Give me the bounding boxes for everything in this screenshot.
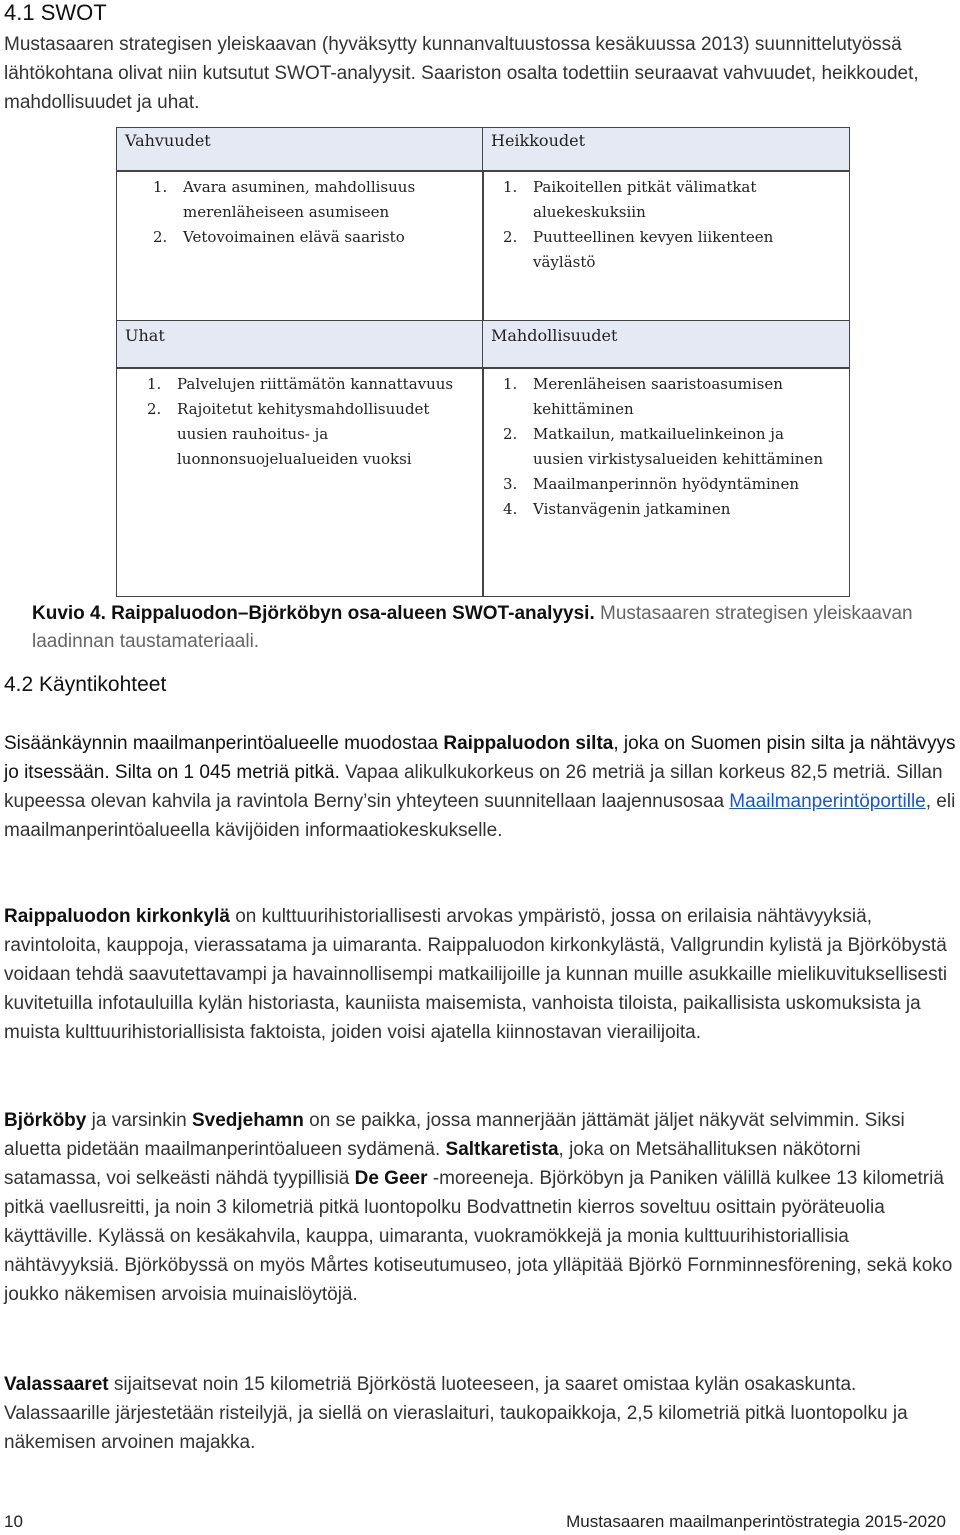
list-item: 2. Rajoitetut kehitysmahdollisuudet uusien rauhoitus- ja luonnonsuojelualueiden vuoksi bbox=[147, 400, 430, 468]
swot-body-strengths bbox=[116, 170, 484, 322]
footer-title: Mustasaaren maailmanperintöstrategia 2015-2020 bbox=[566, 1512, 946, 1531]
list-item: 2. Puutteellinen kevyen liikenteen väylästö bbox=[503, 228, 774, 271]
threats-label: Uhat bbox=[125, 326, 165, 345]
swot-body-opportunities bbox=[482, 367, 850, 597]
list-item: 4. Vistanvägenin jatkaminen bbox=[503, 500, 731, 518]
caption-rest: Mustasaaren strategisen yleiskaavan laadinnan taustamateriaali. bbox=[32, 603, 913, 652]
paragraph-church-village: Raippaluodon kirkonkylä on kulttuurihistoriallisesti arvokas ympäristö, jossa on erilaisia nähtävyyksiä, ravintoloita, kauppoja, vierassatama ja uimaranta. Raippaluodon kirkonkylästä, Vallgrundin kylistä ja Björköbystä voidaan tehdä saavutettavampi ja havainnollisempi matkailijoille ja kunnan muille asukkaille mielikuvituksellisesti kuvitetuilla infotauluilla kylän historiasta, kauniista maisemista, vanhoista tiloista, paikallisista uskomuksista ja muista kulttuurihistoriallisista faktoista, joiden voisi ajatella kiinnostavan vierailijoita. bbox=[4, 906, 948, 1043]
list-item: 1. Avara asuminen, mahdollisuus merenläheiseen asumiseen bbox=[153, 178, 416, 221]
section-title-kayntikohteet: 4.2 Käyntikohteet bbox=[4, 673, 167, 696]
swot-header-strengths bbox=[116, 127, 484, 172]
section-title-swot: 4.1 SWOT bbox=[4, 0, 107, 25]
paragraph-bjorkoby: Björköby ja varsinkin Svedjehamn on se paikka, jossa mannerjään jättämät jäljet näkyvät selvimmin. Siksi aluetta pidetään maailmanperintöalueen sydämenä. Saltkaretista, joka on Metsähallituksen näkötorni satamassa, voi selkeästi nähdä tyypillisiä De Geer -moreeneja. Björköbyn ja Paniken välillä kulkee 13 kilometriä pitkä vaellusreitti, ja noin 3 kilometriä pitkä luontopolku Bodvattnetin kierros soveltuu osittain pyöräteuolia käyttäville. Kylässä on kesäkahvila, kauppa, uimaranta, vuokramökkejä ja monia kulttuurihistoriallisia nähtävyyksiä. Björköbyssä on myös Mårtes kotiseutumuseo, jota ylläpitää Björkö Fornminnesförening, sekä koko joukko näkemisen arvoisia muinaislöytöjä. bbox=[4, 1110, 953, 1305]
list-item: 3. Maailmanperinnön hyödyntäminen bbox=[503, 475, 799, 493]
list-item: 1. Paikoitellen pitkät välimatkat aluekeskuksiin bbox=[503, 178, 757, 221]
opportunities-list bbox=[497, 372, 837, 522]
swot-body-threats bbox=[116, 367, 484, 597]
threats-list bbox=[141, 372, 477, 472]
page-number: 10 bbox=[4, 1512, 23, 1531]
swot-header-weaknesses bbox=[482, 127, 850, 172]
weaknesses-list bbox=[497, 175, 837, 275]
swot-header-opportunities bbox=[482, 320, 850, 369]
opportunities-label: Mahdollisuudet bbox=[491, 326, 618, 345]
swot-body-weaknesses bbox=[482, 170, 850, 322]
swot-header-threats bbox=[116, 320, 484, 369]
swot-table bbox=[116, 127, 850, 597]
list-item: 2. Vetovoimainen elävä saaristo bbox=[153, 228, 405, 246]
swot-intro-paragraph: Mustasaaren strategisen yleiskaavan (hyväksytty kunnanvaltuustossa kesäkuussa 2013) suunnittelutyössä lähtökohtana olivat niin kutsutut SWOT-analyysit. Saariston osalta todettiin seuraavat vahvuudet, heikkoudet, mahdollisuudet ja uhat. bbox=[4, 34, 919, 113]
caption-bold: Kuvio 4. Raippaluodon–Björköbyn osa-alueen SWOT-analyysi. bbox=[32, 603, 595, 624]
strengths-list bbox=[147, 175, 477, 250]
weaknesses-label: Heikkoudet bbox=[491, 131, 586, 150]
list-item: 1. Merenläheisen saaristoasumisen kehittäminen bbox=[503, 375, 783, 418]
list-item: 2. Matkailun, matkailuelinkeinon ja uusien virkistysalueiden kehittäminen bbox=[503, 425, 823, 468]
list-item: 1. Palvelujen riittämätön kannattavuus bbox=[147, 375, 454, 393]
world-heritage-gate-link[interactable]: Maailmanperintöportille bbox=[729, 791, 926, 812]
strengths-label: Vahvuudet bbox=[125, 131, 211, 150]
paragraph-bridge: Sisäänkäynnin maailmanperintöalueelle muodostaa Raippaluodon silta, joka on Suomen pisin silta ja nähtävyys jo itsessään. Silta on 1 045 metriä pitkä. Vapaa alikulkukorkeus on 26 metriä ja sillan korkeus 82,5 metriä. Sillan kupeessa olevan kahvila ja ravintola Berny’sin yhteyteen suunnitellaan laajennusosaa Maailmanperintöportille, eli maailmanperintöalueella kävijöiden informaatiokeskukselle. bbox=[4, 733, 956, 841]
figure-caption bbox=[32, 600, 922, 656]
paragraph-valassaaret: Valassaaret sijaitsevat noin 15 kilometriä Björköstä luoteeseen, ja saaret omistaa kylän osakaskunta. Valassaarille järjestetään risteilyjä, ja siellä on vieraslaituri, taukopaikkoja, 2,5 kilometriä pitkä luontopolku ja näkemisen arvoinen majakka. bbox=[4, 1374, 908, 1453]
